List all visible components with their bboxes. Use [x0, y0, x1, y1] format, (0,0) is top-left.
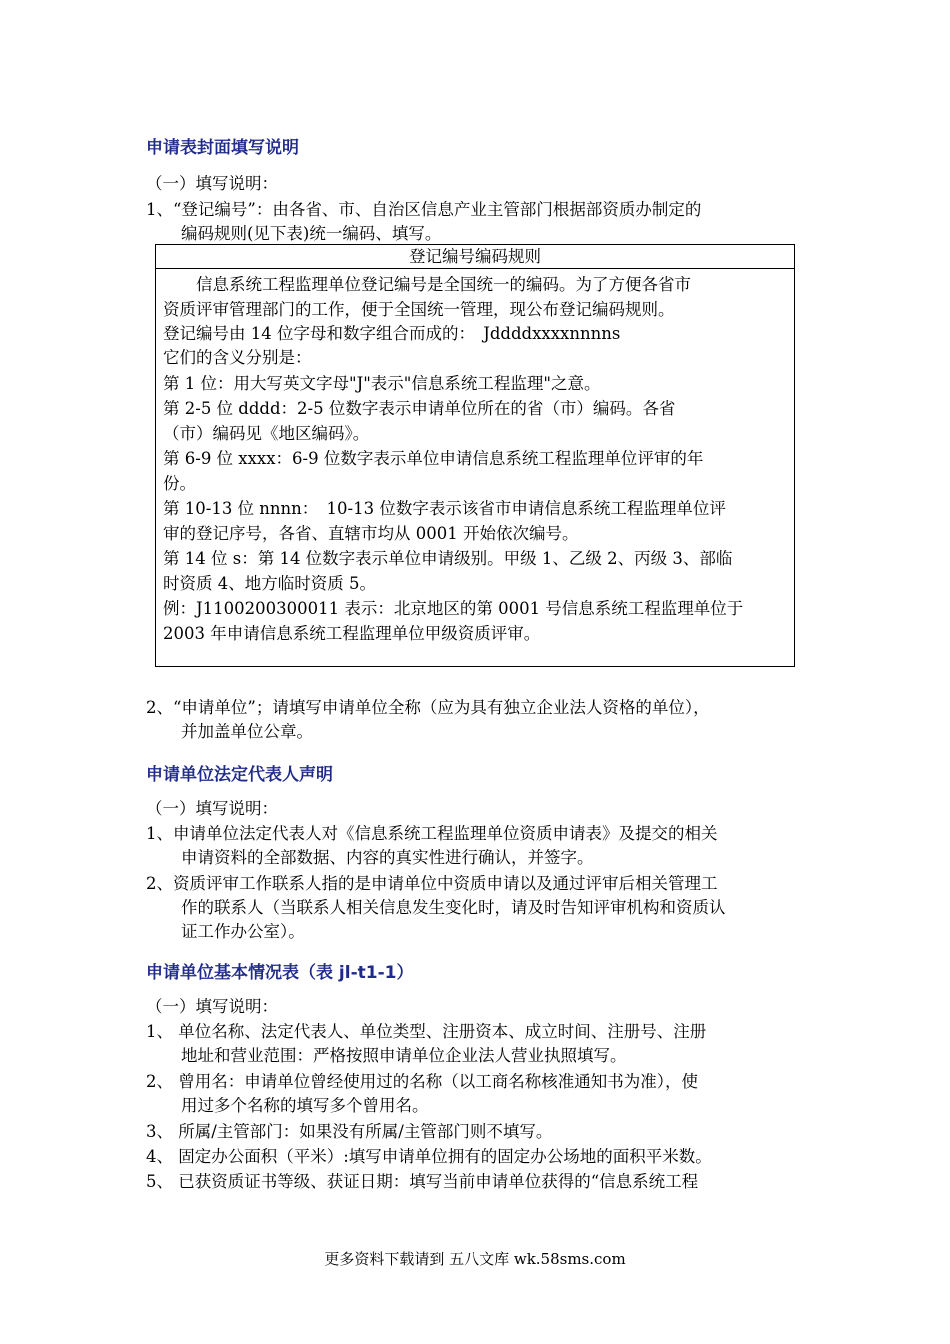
list-item-text: 作的联系人（当联系人相关信息发生变化时，请及时告知评审机构和资质认: [181, 898, 726, 917]
footer-download-link[interactable]: 更多资料下载请到 五八文库 wk.58sms.com: [324, 1250, 626, 1268]
table-line: 登记编号由 14 位字母和数字组合而成的： Jddddxxxxnnnns: [163, 324, 621, 343]
section-subheading: （一）填写说明：: [146, 174, 278, 193]
table-line: 第 10-13 位 nnnn： 10-13 位数字表示该省市申请信息系统工程监理单位评: [163, 499, 726, 518]
section-subheading: （一）填写说明：: [146, 799, 278, 818]
table-line: 第 1 位：用大写英文字母"J"表示"信息系统工程监理"之意。: [163, 374, 601, 393]
list-item-text: 1、申请单位法定代表人对《信息系统工程监理单位资质申请表》及提交的相关: [146, 824, 718, 843]
table-line: 资质评审管理部门的工作，便于全国统一管理，现公布登记编码规则。: [163, 300, 675, 319]
list-item-text: 2、资质评审工作联系人指的是申请单位中资质申请以及通过评审后相关管理工: [146, 874, 718, 893]
list-item-text: 1、“登记编号”：由各省、市、自治区信息产业主管部门根据部资质办制定的: [146, 200, 702, 219]
list-item-text: 地址和营业范围：严格按照申请单位企业法人营业执照填写。: [181, 1046, 627, 1065]
list-item-text: 3、 所属/主管部门：如果没有所属/主管部门则不填写。: [146, 1122, 553, 1141]
encoding-rules-table: [155, 244, 795, 667]
table-line: 它们的含义分别是：: [163, 348, 312, 367]
table-line: 第 14 位 s：第 14 位数字表示单位申请级别。甲级 1、乙级 2、丙级 3、部临: [163, 549, 733, 568]
table-line: 时资质 4、地方临时资质 5。: [163, 574, 376, 593]
list-item-text: 2、“申请单位”；请填写申请单位全称（应为具有独立企业法人资格的单位），: [146, 698, 710, 717]
list-item-text: 并加盖单位公章。: [181, 722, 313, 741]
table-line: 2003 年申请信息系统工程监理单位甲级资质评审。: [163, 624, 541, 643]
list-item-text: 4、 固定办公面积（平米）:填写申请单位拥有的固定办公场地的面积平米数。: [146, 1147, 712, 1166]
table-line: 例：J1100200300011 表示：北京地区的第 0001 号信息系统工程监理单位于: [163, 599, 744, 618]
list-item-text: 用过多个名称的填写多个曾用名。: [181, 1096, 429, 1115]
table-line: 份。: [163, 474, 196, 493]
list-item-text: 证工作办公室）。: [181, 922, 305, 941]
list-item-text: 1、 单位名称、法定代表人、单位类型、注册资本、成立时间、注册号、注册: [146, 1022, 707, 1041]
list-item-text: 编码规则(见下表)统一编码、填写。: [181, 224, 442, 243]
table-line: 第 6-9 位 xxxx：6-9 位数字表示单位申请信息系统工程监理单位评审的年: [163, 449, 704, 468]
section-heading-basic-info: 申请单位基本情况表（表 jl-t1-1）: [146, 963, 414, 983]
table-line: （市）编码见《地区编码》。: [163, 424, 370, 443]
section-heading-representative: 申请单位法定代表人声明: [146, 765, 333, 785]
section-heading-cover: 申请表封面填写说明: [146, 138, 299, 158]
encoding-rules-title: 登记编号编码规则: [156, 245, 794, 269]
list-item-text: 5、 已获资质证书等级、获证日期：填写当前申请单位获得的“信息系统工程: [146, 1172, 699, 1191]
table-line: 审的登记序号，各省、直辖市均从 0001 开始依次编号。: [163, 524, 579, 543]
section-subheading: （一）填写说明：: [146, 997, 278, 1016]
table-line: 信息系统工程监理单位登记编号是全国统一的编码。为了方便各省市: [163, 275, 691, 294]
list-item-text: 申请资料的全部数据、内容的真实性进行确认，并签字。: [181, 848, 594, 867]
table-line: 第 2-5 位 dddd：2-5 位数字表示申请单位所在的省（市）编码。各省: [163, 399, 676, 418]
list-item-text: 2、 曾用名：申请单位曾经使用过的名称（以工商名称核准通知书为准），使: [146, 1072, 698, 1091]
